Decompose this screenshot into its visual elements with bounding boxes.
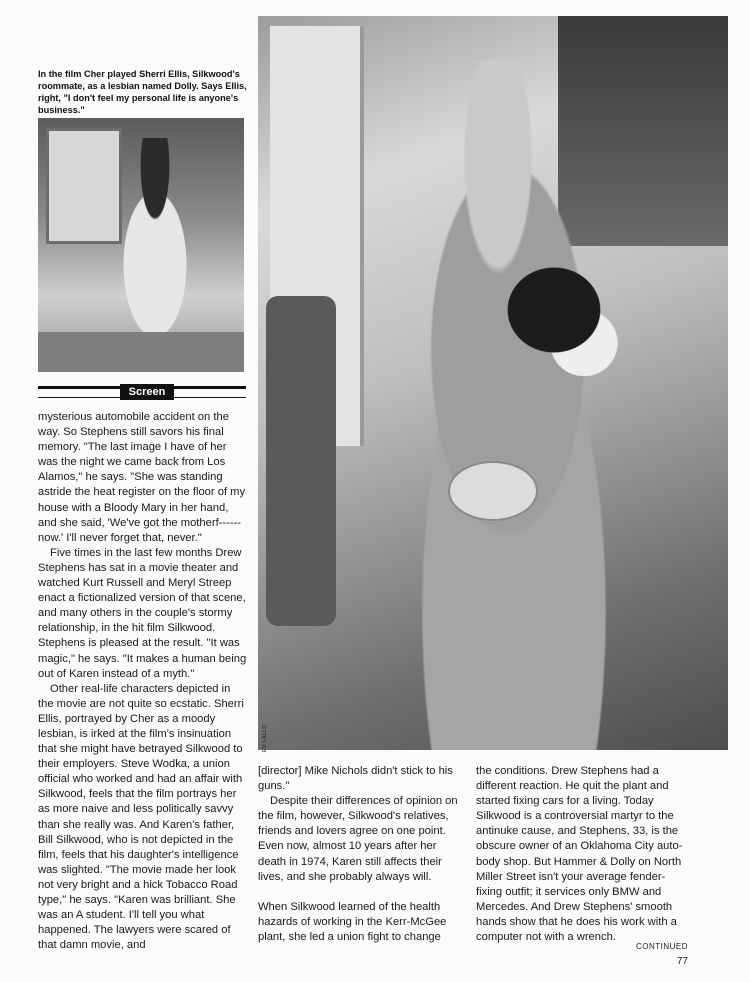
photo-belt-buckle: [448, 461, 538, 521]
paragraph: When Silkwood learned of the health hazards of working in the Kerr-McGee plant, she led a union fight to change: [258, 900, 447, 943]
photo-chair: [266, 296, 336, 626]
photo-floor: [38, 332, 244, 372]
section-label: Screen: [120, 384, 174, 400]
text-column-3: [476, 764, 686, 945]
continued-label: CONTINUED: [635, 942, 688, 951]
text-column-1: [38, 410, 248, 953]
paragraph: [director] Mike Nichols didn't stick to his guns.": [258, 765, 453, 793]
paragraph: Five times in the last few months Drew Stephens has sat in a movie theater and watched Kurt Russell and Meryl Streep enact a fictionalized version of that scene, and many others in the couple's stormy relationship, in the hit film Silkwood. Stephens is pleased at the result. "It was magic," he says. "It makes a human being out of Karen instead of a myth.": [38, 546, 247, 680]
cher-photo: [38, 118, 244, 372]
photo-caption: In the film Cher played Sherri Ellis, Silkwood's roommate, as a lesbian named Dolly. Says Ellis, right, "I don't feel my personal life is anyone's business.": [38, 69, 247, 115]
photo-figure-woman: [354, 60, 674, 750]
text-column-2: [258, 764, 463, 945]
section-header: [38, 384, 246, 400]
paragraph: Other real-life characters depicted in the movie are not quite so ecstatic. Sherri Ellis, portrayed by Cher as a moody lesbian, is irked at the film's insinuation that she might have betrayed Silkwood to their employers. Steve Wodka, a union official who worked and had an affair with Silkwood, feels that the film portrays her as more naive and less politically savvy than she really was. And Karen's father, Bill Silkwood, who is not depicted in the film, feels that his daughter's intelligence was slighted. "The movie made her look not very bright and a hick Tobacco Road type," he says. "Karen was brilliant. She was an A student. I'll tell you what happened. The lawyers were scared of that damn movie, and: [38, 682, 244, 952]
photo-kitten: [506, 266, 626, 376]
paragraph: Despite their differences of opinion on the film, however, Silkwood's relatives, friends and lovers agree on one point. Even now, almost 10 years after her death in 1974, Karen still affects their lives, and she probably always will.: [258, 795, 458, 883]
sherri-ellis-photo: [258, 16, 728, 750]
paragraph: mysterious automobile accident on the way. So Stephens still savors his final memory. "The last image I have of her was the night we came back from Los Alamos," he says. "She was standing astride the heat register on the floor of my house with a Bloody Mary in her hand, and she said, 'We've got the motherf------ now.' I'll never forget that, never.": [38, 411, 246, 544]
paragraph: the conditions. Drew Stephens had a different reaction. He quit the plant and started fixing cars for a living. Today Silkwood is a controversial martyr to the antinuke cause, and Stephens, 33, is the obscure owner of an Oklahoma City auto-body shop. But Hammer & Dolly on North Miller Street isn't your average fender-fixing outfit; it services only BMW and Mercedes. And Drew Stephens' smooth hands show that he does his work with a computer not with a wrench.: [476, 765, 683, 944]
photo-credit: ED LALLO: [262, 724, 268, 752]
page-number: 77: [676, 956, 688, 967]
